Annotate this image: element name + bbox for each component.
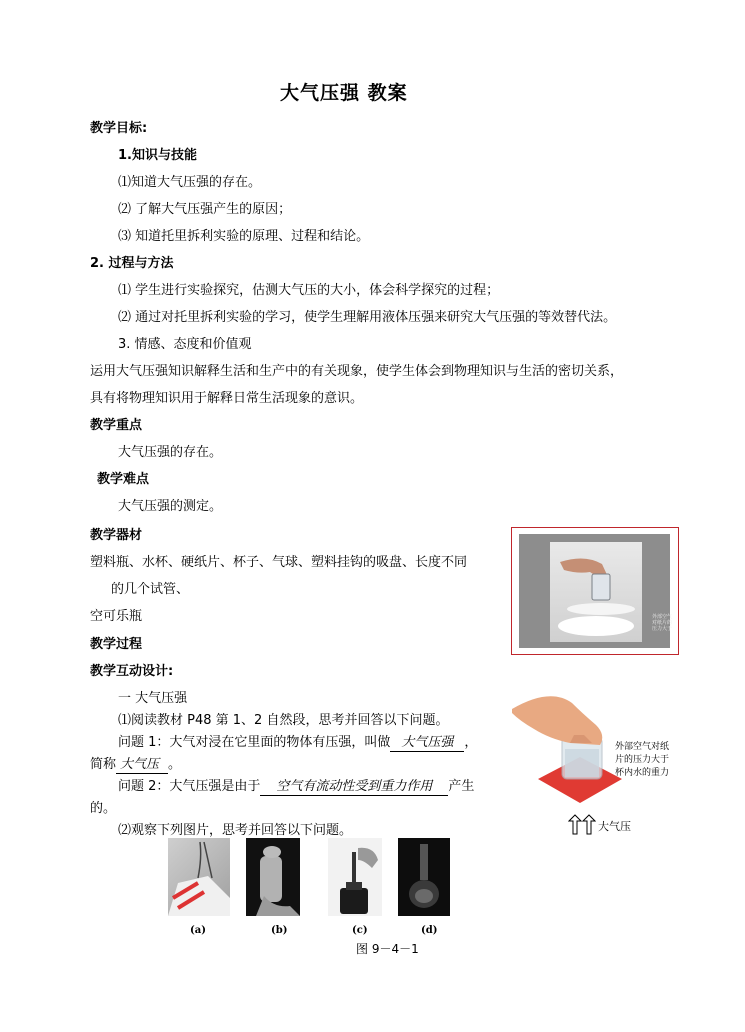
goals-section-3: 3. 情感、态度和价值观 xyxy=(118,337,252,352)
photo-note xyxy=(652,614,672,632)
goal-paragraph-line: 具有将物理知识用于解释日常生活现象的意识。 xyxy=(90,391,364,406)
goal-item: ⑵ 通过对托里拆利实验的学习，使学生理解用液体压强来研究大气压强的等效替代法。 xyxy=(118,310,617,325)
question-1-post: ， xyxy=(464,735,478,750)
pressure-label xyxy=(615,741,669,780)
equipment-line: 塑料瓶、水杯、硬纸片、杯子、气球、塑料挂钩的吸盘、长度不同 xyxy=(90,555,468,570)
bottle-hand-illustration xyxy=(246,838,300,916)
difficulty-text: 大气压强的测定。 xyxy=(118,499,223,514)
goal-item: ⑵ 了解大气压强产生的原因； xyxy=(118,202,292,217)
caption-c: (c) xyxy=(352,925,368,936)
process-heading: 教学过程 xyxy=(90,637,143,652)
question-1b xyxy=(90,757,181,774)
key-point-text: 大气压强的存在。 xyxy=(118,445,223,460)
upward-arrows-icon xyxy=(568,814,596,836)
answer-blank-3: 空气有流动性受到重力作用 xyxy=(260,779,448,796)
water xyxy=(565,749,599,777)
question-2 xyxy=(118,779,474,796)
photo-note-line: 压力大于 xyxy=(652,626,673,632)
equipment-heading: 教学器材 xyxy=(90,528,143,543)
goal-item: ⑶ 知道托里拆利实验的原理、过程和结论。 xyxy=(118,229,370,244)
interactive-design-heading: 教学互动设计: xyxy=(90,664,174,679)
photo-d xyxy=(398,838,450,916)
atmospheric-pressure-label: 大气压 xyxy=(598,820,631,833)
ink-bottle-illustration xyxy=(328,838,382,916)
goal-item: ⑴ 学生进行实验探究，估测大气压的大小，体会科学探究的过程； xyxy=(118,283,500,298)
question-1b-text: 简称 xyxy=(90,757,117,772)
equipment-line: 空可乐瓶 xyxy=(90,609,143,624)
goal-paragraph-line: 运用大气压强知识解释生活和生产中的有关现象，使学生体会到物理知识与生活的密切关系， xyxy=(90,364,624,379)
answer-blank-1: 大气压强 xyxy=(390,735,464,752)
pressure-label-line: 片的压力大于 xyxy=(615,755,670,765)
difficulty-heading: 教学难点 xyxy=(97,472,150,487)
flask-illustration xyxy=(398,838,450,916)
figure-title: 图 9－4－1 xyxy=(356,942,419,956)
question-1-text: 问题 1：大气对浸在它里面的物体有压强，叫做 xyxy=(118,735,391,750)
caption-a: (a) xyxy=(190,925,206,936)
section-title: 一 大气压强 xyxy=(118,691,188,706)
photo-b xyxy=(246,838,300,916)
pressure-label-line: 外部空气对纸 xyxy=(615,742,670,752)
goal-item: ⑴知道大气压强的存在。 xyxy=(118,175,262,190)
equipment-line: 的几个试管、 xyxy=(111,582,190,597)
read-instruction: ⑴阅读教材 P48 第 1、2 自然段，思考并回答以下问题。 xyxy=(118,713,449,728)
bag-illustration xyxy=(168,838,230,916)
key-point-heading: 教学重点 xyxy=(90,418,143,433)
photo-note-line: 对纸片的 xyxy=(652,620,673,626)
goals-section-1: 1.知识与技能 xyxy=(118,148,197,163)
photo-c xyxy=(328,838,382,916)
answer-blank-2: 大气压 xyxy=(116,757,168,774)
pressure-label-line: 杯内水的重力 xyxy=(615,768,670,778)
goals-section-2: 2. 过程与方法 xyxy=(90,256,174,271)
hand-glass-illustration xyxy=(550,542,642,642)
question-1b-post: 。 xyxy=(168,757,182,772)
caption-b: (b) xyxy=(271,925,288,936)
photo-a xyxy=(168,838,230,916)
observe-instruction: ⑵观察下列图片，思考并回答以下问题。 xyxy=(118,823,353,838)
caption-d: (d) xyxy=(421,925,438,936)
question-2-text: 问题 2：大气压强是由于 xyxy=(118,779,261,794)
photo-note-line: 外部空气 xyxy=(652,614,673,620)
hand xyxy=(512,696,602,745)
page-title: 大气压强 教案 xyxy=(280,82,408,104)
question-2-post: 产生 xyxy=(448,779,475,794)
goals-heading: 教学目标: xyxy=(90,121,148,136)
question-2-continued: 的。 xyxy=(90,801,117,816)
framed-cup-photo xyxy=(511,527,679,655)
question-1 xyxy=(118,735,477,752)
